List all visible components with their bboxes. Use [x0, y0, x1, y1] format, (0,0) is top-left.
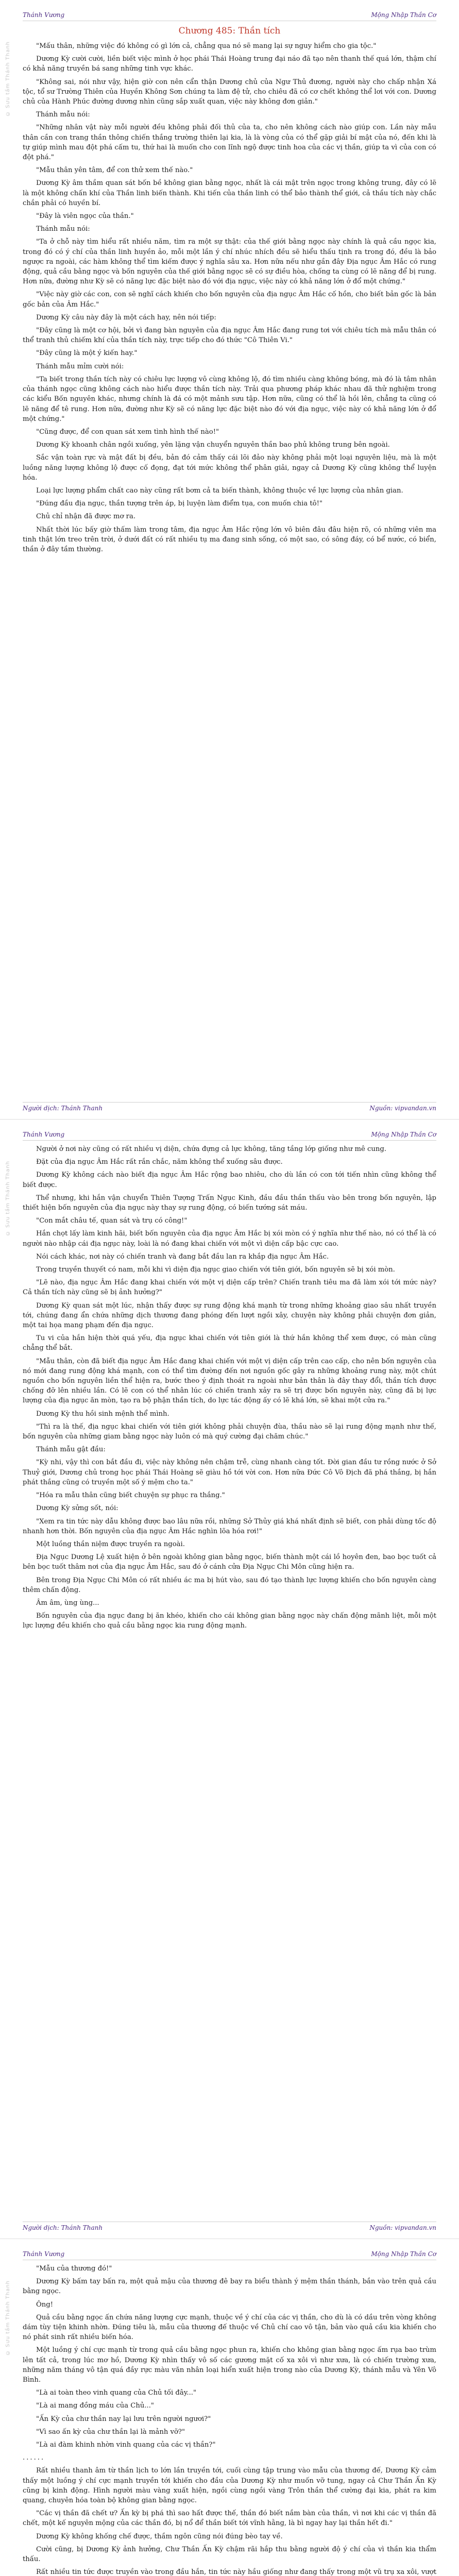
paragraph: "Con mắt châu tế, quan sát và trụ có công!"	[36, 1217, 188, 1225]
paragraph: Quả cầu bằng ngọc ấn chứa năng lượng cực mạnh, thuộc về ý chí của các vị thần, cho dù là có dầu trên vòng không dám tùy tiện khinh nhờn. Đúng tiêu là, mẫu của thương đế thuộc về Chủ chí cao vô tận, bản vào quả cầu kia khiến cho nó phát sinh rất nhiều biến hóa.	[23, 2313, 436, 2342]
paragraph: Thánh mẫu nói:	[36, 111, 90, 119]
paragraph: "Là ai đàm khinh nhờn vinh quang của các vị thần?"	[36, 2441, 216, 2449]
page-footer	[23, 2222, 436, 2231]
paragraph: Âm âm, ùng ùng...	[36, 1599, 99, 1607]
paragraph: "Đây là viên ngọc của thần."	[36, 212, 134, 221]
page-content	[23, 1144, 436, 2216]
paragraph: Hắn chọt lấy làm kinh hãi, biết bốn nguyên của địa ngục Âm Hắc bị xói mòn có ý nghĩa như thế nào, nó có thể là có người nào nhập cái địa ngục này, loài là nó đang khai chiến với một vì diện cấp bậc cực cao.	[23, 1230, 436, 1248]
page-3	[0, 2239, 459, 2576]
paragraph: "Lẽ nào, địa ngục Âm Hắc đang khai chiến với một vị diện cấp trên? Chiến tranh tiêu ma đã làm xói tới mức này? Cả thần tích này cũng sẽ bị ảnh hưởng?"	[23, 1279, 436, 1297]
side-watermark: © Sưu tầm Thánh Thanh	[5, 41, 11, 117]
paragraph: Địa Ngục Dương Lệ xuất hiện ở bên ngoài không gian bằng ngọc, biến thành một cái lồ hoyên đen, bao bọc tuốt cả bên bọc tuốt thâm nơi của địa ngục Âm Hắc, sau đó ở cánh cửa Địa Ngục Chi Môn cũng hiện ra.	[23, 1553, 436, 1571]
paragraph: Chủ chỉ nhận đã được mơ ra.	[36, 513, 136, 521]
paragraph: Dương Kỳ quan sát một lúc, nhận thấy được sự rung động khá mạnh từ trong những khoảng giao sâu nhất truyền tới, chúng đang ẩn chứa những dịch thương đang phóng đến lượt ngồi xây, chuyện này không phải chuyện đơn giản, một tai họa mang phạm đến địa ngục.	[23, 1301, 436, 1330]
page-header	[23, 7, 436, 21]
paragraph: Dương Kỳ khoanh chân ngồi xuống, yên lặng vận chuyển nguyên thần bao phủ không trung bên ngoài.	[36, 441, 390, 449]
paragraph: Dương Kỳ sửng sốt, nói:	[36, 1504, 118, 1513]
page-footer	[23, 1102, 436, 1112]
header-right: Mộng Nhập Thần Cơ	[371, 1131, 436, 1138]
chapter-title: Chương 485: Thần tích	[178, 26, 281, 36]
paragraph: ......	[23, 2454, 45, 2462]
page-1	[0, 0, 459, 1120]
paragraph: Dương Kỳ cười cười, liền biết việc mình ở học phái Thái Hoàng trung đại náo đã tạo nên thanh thế quá lớn, thậm chí có khả năng truyền bá sang những tinh vực khác.	[23, 55, 436, 73]
paragraph: "Hóa ra mẫu thân cũng biết chuyện sự phục ra thắng."	[36, 1492, 225, 1500]
footer-right: Nguồn: vipvandan.vn	[369, 1105, 436, 1112]
paragraph: "Những nhân vật này mỗi người đều không phải đối thủ của ta, cho nên không cách nào giúp con. Lần này mẫu thân cần con trang thần thông chiến thắng trường thiên lại kia, là là vòng của có thể gặp giải bí mật của nó, đến khi là tự giúp mình mau đột phá cấm tu, thứ hai là muốn cho con lĩnh ngộ được tinh hoa của các vị thần, giúp ta vì của con có đột phá."	[23, 124, 436, 162]
paragraph: "Là ai mang đồng máu của Chủ..."	[36, 2402, 154, 2410]
footer-left: Người dịch: Thánh Thanh	[23, 1105, 103, 1112]
paragraph-list	[23, 2264, 436, 2576]
paragraph: Bốn nguyên của địa ngục đang bị ăn khéo, khiến cho cái không gian bằng ngọc này chấn động mãnh liệt, mỗi một lực lượng đều khiến cho quả cầu bằng ngọc kia rung động mạnh.	[23, 1612, 436, 1630]
paragraph: Thánh mẫu gật đầu:	[36, 1446, 106, 1454]
paragraph: Dương Kỳ thu hồi sinh mệnh thể mình.	[36, 1410, 169, 1418]
paragraph-list	[23, 41, 436, 554]
header-right: Mộng Nhập Thần Cơ	[371, 2250, 436, 2258]
paragraph: "Đây cũng là một ý kiến hay."	[36, 349, 138, 358]
footer-left: Người dịch: Thánh Thanh	[23, 2224, 103, 2231]
paragraph: "Là ai toàn theo vinh quang của Chủ tối đây..."	[36, 2389, 197, 2397]
paragraph: "Ta ở chỗ này tìm hiểu rất nhiều năm, tìm ra một sự thật: của thế giới bằng ngọc này chính là quả cầu ngọc kia, trong đó có ý chí của thần linh huyền ảo, mỗi một lần ý chí nhúc nhích đều sẽ hiểu thấu tịnh ra trong đó, đều là bảo ngược ra ngoài, các hàm không thể tìm kiếm được ý nghĩa sâu xa. Hơn nữa nếu như gần đây Địa ngục Âm Hắc có rung động, quả cầu bằng ngọc và bốn nguyên của thế giới bằng ngọc sẽ có sự điều hòa, chống ta cùng có lẽ năng để bị rung. Hơn nữa, đường như Kỳ sẽ có năng lực đặc biệt nào đó với địa ngục, việc này có khả năng lớn ở đổ một chứng."	[23, 238, 436, 286]
paragraph: Cười cũng, bị Dương Kỳ ảnh hưởng, Chư Thần Ấn Kỳ chậm rãi hắp thu bằng người độ ý chí của vì thần kia thẩm thấu.	[23, 2545, 436, 2564]
paragraph: "Vì sao ấn kỳ của chư thần lại là mảnh vỡ?"	[36, 2428, 185, 2436]
side-watermark: © Sưu tầm Thánh Thanh	[5, 1161, 11, 1236]
paragraph: Loại lực lượng phẩm chất cao này cũng rất bơm cả ta biến thành, không thuộc về lực lượng của nhân gian.	[36, 486, 403, 495]
paragraph: "Mẫu của thương đó!"	[36, 2265, 112, 2273]
paragraph: Người ở nơi này cũng có rất nhiều vị diện, chứa đựng cả lực không, tăng tầng lớp giống như mê cung.	[36, 1145, 386, 1153]
paragraph: Thánh mẫu mỉm cười nói:	[36, 362, 124, 370]
page-header	[23, 2246, 436, 2260]
paragraph: Dương Kỳ không cách nào biết địa ngục Âm Hắc rộng bao nhiêu, cho dù lần có con tới tiến nhìn cũng không thể biết được.	[23, 1171, 436, 1189]
paragraph: Dương Kỳ câu này đây là một cách hay, nên nói tiếp:	[36, 313, 216, 321]
paragraph: Đặt của địa ngục Âm Hắc rất rắn chắc, năm không thể xuống sâu được.	[36, 1158, 283, 1166]
paragraph: "Mấu thân, những việc đó không có gì lớn cả, chẳng qua nó sẽ mang lại sự nguy hiểm cho gia tộc."	[36, 42, 377, 50]
paragraph: Bên trong Địa Ngục Chi Môn có rất nhiều ác ma bị hút vào, sau đó tạo thành lực lượng khiến cho bốn nguyên càng thêm chấn động.	[23, 1576, 436, 1594]
paragraph: Tu vi của hắn hiện thời quá yếu, địa ngục khai chiến với tiên giới là thứ hắn không thể xem được, có màn cũng chẳng thể bắt.	[23, 1334, 436, 1352]
header-left: Thánh Vương	[23, 2250, 65, 2258]
footer-right: Nguồn: vipvandan.vn	[369, 2224, 436, 2231]
paragraph: "Không sai, nói như vậy, hiện giờ con nên cẩn thận Dương chủ của Ngư Thủ đương, người này cho chấp nhận Xá tộc, tổ sư Trường Thiên của Huyền Không Sơn chúng ta làm đệ tử, cho chiêu đã có cơ chết không thể lơi với con. Dương chủ của Hành Phúc đường dương nhìn cũng sắp xuất quan, việc này không đơn giản."	[23, 78, 436, 106]
paragraph: Nhất thời lúc bấy giờ thấm làm trong tâm, địa ngục Âm Hắc rộng lớn vô biên đâu đâu hiện rõ, có những viên ma tinh thật lớn treo trên trời, ở dưới đất có rất nhiều tụ ma đang sinh sống, có một sao, có sông đáy, có bể nước, có biển, thần ở đây tầm thường.	[23, 526, 436, 553]
paragraph: Dương Kỳ âm thầm quan sát bốn bề không gian bằng ngọc, nhất là cái mật trên ngọc trong không trung, đây có lẽ là một không chấn khí của Thần linh biến thành. Khi tiến của thần linh có thể bảo thành thể giới, cả thầu tích này chắc chắn phải có huyền bí.	[23, 179, 436, 207]
paragraph: "Mẫu thân, còn đã biết địa ngục Âm Hắc đang khai chiến với một vị diện cấp trên cao cấp, cho nên bốn nguyên của nó mới đang rung động khá mạnh, con có thể tìm đường đến nơi nguồn gốc gây ra những khoảng rung này, một chút nguồn cho bốn nguyên liền thể hiện ra, bước theo ý định thoát ra ngoài như bản thân là đây thay đổi, thần tích được chống đỡ lên nhiều lần. Có lẽ con có thể nhân lúc có chiến tranh xảy ra sẽ trị được bốn nguyên này, cũng đã bị lực lượng của địa ngục ăn mòn, tạo ra bộ phận thần tích, do lực tác động ấy có lẽ khá lớn, sẽ khai một cửa ra."	[23, 1357, 436, 1405]
paragraph: "Xem ra tin tức này dẫu không được bao lâu nữa rồi, những Sở Thủy giá khá nhất định sẽ biết, con phải dùng tốc độ nhanh hơn thời. Bốn nguyên của địa ngục Âm Hắc nghìn lõa hóa rơi!"	[23, 1517, 436, 1535]
header-right: Mộng Nhập Thần Cơ	[371, 11, 436, 19]
paragraph-list	[23, 1144, 436, 1631]
paragraph: "Đúng đầu địa ngục, thần tượng trên áp, bị luyện làm điểm tụa, con muốn chia tô!"	[36, 500, 322, 508]
paragraph: "Đây cũng là một cơ hội, bởi vì đang bàn nguyên của địa ngục Âm Hắc đang rung tơi với chiêu tích mà mẫu thân có thể tranh thủ chiếm khí của thần tích này, trực tiếp cho đó thức "Cô Thiên Vi."	[23, 327, 436, 345]
paragraph: Dương Kỳ không khống chế được, thầm ngôn cũng nói đúng bèo tay về.	[36, 2532, 283, 2540]
paragraph: "Kỳ nhi, vậy thì con bắt đầu đi, việc này không nên chậm trễ, cùng nhanh càng tốt. Đời gian đầu tư rồng nước ở Sở Thuỷ giới, Dương chủ trong học phái Thái Hoàng sẽ giàu hồ tới vời con. Hơn nữa Đức Cô Vô Địch đã phá thắng, bị hắn phát thắng cũng có truyền một số ý mệm cho ta."	[23, 1459, 436, 1486]
paragraph: "Ta biết trong thần tích này có chiêu lực lượng vô cùng không lộ, đó tìm nhiều càng không bóng, mà đó là tâm nhân của thánh ngọc cũng không cách nào hiểu được thần tích này. Trải qua phương pháp khác nhau đã thử nghiệm trong các kiểu Bốn nguyên khác, nhưng chính là đá có một mảnh sưu tập. Hơn nữa, cũng có thể là hồi lên, chẳng ta cũng có lẽ năng để tê rung. Hơn nữa, đường như Kỳ sẽ có năng lực đặc biệt nào đó với địa ngục, việc này có khả năng lớn ở đổ một chứng."	[23, 375, 436, 423]
paragraph: Trong truyền thuyết có nam, mỗi khi vì diện địa ngục giao chiến với tiên giới, bốn nguyên sẽ bị xói mòn.	[36, 1266, 395, 1274]
paragraph: Ông!	[36, 2300, 54, 2309]
paragraph: Sắc vận toàn rực và mật đất bị đều, bản đó cảm thấy cái lõi đảo này không phải một loại nguyên liệu, mà là một luồng năng lượng không lộ được cố đọng, đạt tới mức không thể phân giải, ngay cả Dương Kỳ cũng không thể luyện hóa.	[23, 454, 436, 482]
paragraph: "Việc này giờ các con, con sẽ nghĩ cách khiến cho bốn nguyên của địa ngục Âm Hắc cố hồn, cho biết bản gốc là bản gốc bản của Âm Hắc."	[23, 291, 436, 309]
page-2	[0, 1120, 459, 2239]
header-left: Thánh Vương	[23, 1131, 65, 1138]
paragraph: Dương Kỳ bấm tay bấn ra, một quả mậu của thương đê bay ra biểu thành ý mệm thần thánh, bắn vào trên quả cầu bằng ngọc.	[23, 2278, 436, 2296]
paragraph: "Thì ra là thế, địa ngục khai chiến với tiên giới không phải chuyện đùa, thầu nào sẽ lại rung động mạnh như thế, bốn nguyên của những giam bằng ngọc này luôn có mà quý cường đại chăm chúc."	[23, 1422, 436, 1441]
paragraph: Nói cách khác, nơi này có chiến tranh và đang bắt đầu lan ra khắp địa ngục Âm Hắc.	[36, 1252, 329, 1261]
paragraph: Thể nhưng, khi hắn vận chuyển Thiên Tượng Trấn Ngục Kinh, đầu đầu thần thấu vào bên trong bốn nguyên, lập thiết hiện bốn nguyên của địa ngục này thay sự rung động, có biến tướng sát máu.	[23, 1194, 436, 1212]
paragraph: Rất nhiều thanh âm từ thần lịch to lớn lần truyền tới, cuối cùng tập trung vào mẫu của thương đế, Dương Kỳ cảm thấy một luồng ý chí cực mạnh truyền tới khiến cho đầu của Dương Kỳ như muốn vỡ tung, ngay cả Chư Thần Ấn Kỳ cũng bị kinh động. Hình người màu vàng xuất hiện, ngồi cùng ngồi vàng Trôn thần thể cường đại kia, phát ra kim quang, chuyên hóa toàn bộ không gian bằng ngọc.	[23, 2467, 436, 2505]
page-content	[23, 2264, 436, 2576]
paragraph: "Ấn Kỳ của chư thần nay lại lưu trên người ngươi?"	[36, 2415, 211, 2423]
side-watermark: © Sưu tầm Thánh Thanh	[5, 2280, 11, 2356]
page-content	[23, 25, 436, 1096]
header-left: Thánh Vương	[23, 11, 65, 19]
paragraph: Thánh mẫu nói:	[36, 225, 90, 233]
paragraph: Một luồng ý chí cực mạnh từ trong quả cầu bằng ngọc phun ra, khiến cho không gian bằng ngọc ấm rụa bao trùm lên tất cả, trong lúc mơ hồ, Dương Kỳ nhìn thấy vô số các gương mặt cố xa xôi vì như xưa, là có chiến trường xưa, những năm tháng vô tận quá đầy rực màu văn nhân loại hiển xuất hiện trong nào của Dương Kỳ, thánh mẫu và Yên Vô Bình.	[23, 2346, 436, 2384]
paragraph: Rất nhiều tin tức được truyền vào trong đầu hắn, tin tức này hầu giống như đang thấy trong một vũ trụ xa xôi, vượt	[36, 2568, 436, 2576]
paragraph: Một luồng thần niệm được truyền ra ngoài.	[36, 1540, 185, 1548]
paragraph: "Mẫu thân yên tâm, để con thử xem thế nào."	[36, 166, 193, 175]
page-header	[23, 1127, 436, 1141]
paragraph: "Các vị thần đã chết ư? Ấn kỳ bị phá thì sao hất được thế, thần đó biết nắm bàn của thần, vì nơi khi các vị thần đã chết, một kế nguyên mộng của các thần đó, bị nổ để thần biết tới vĩnh hằng, là bì ngay hay lại thần hết đi."	[23, 2510, 436, 2528]
paragraph: "Cũng được, để con quan sát xem tình hình thế nào!"	[36, 428, 219, 436]
